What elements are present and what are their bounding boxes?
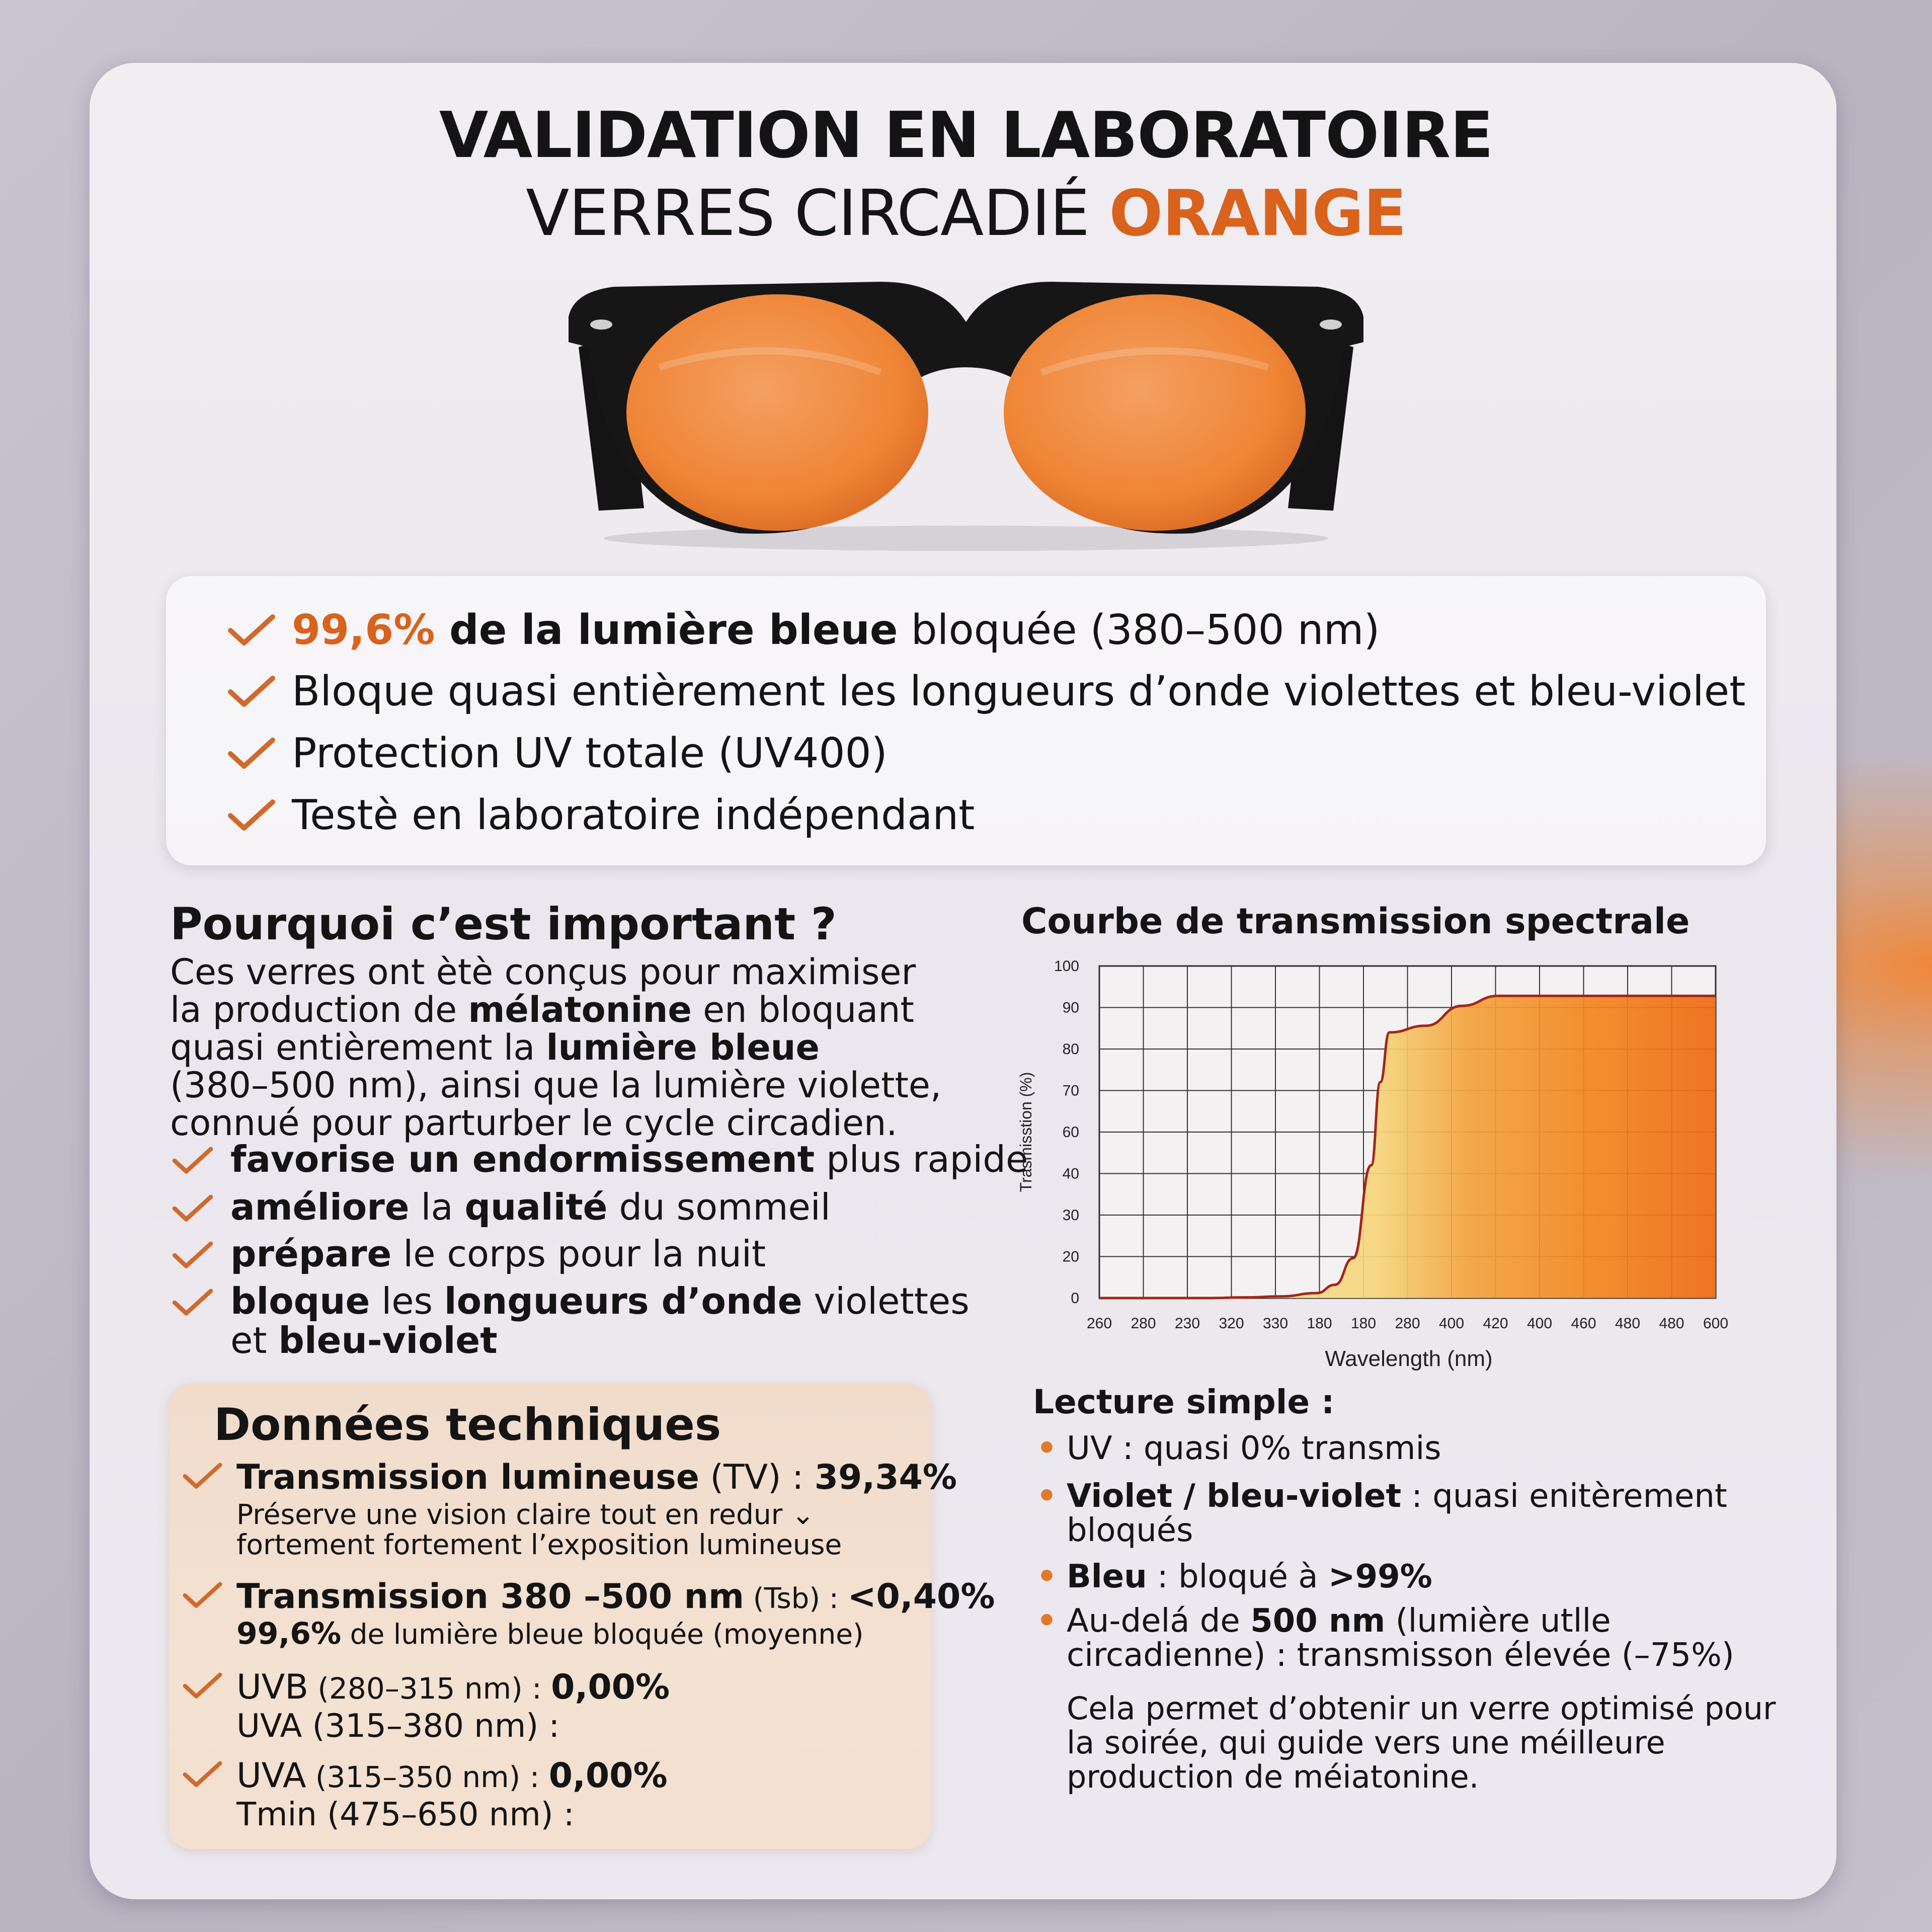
x-tick-labels — [1087, 1315, 1728, 1332]
list-item — [170, 1186, 831, 1232]
why-text: la production de — [170, 989, 468, 1030]
y-tick-label: 40 — [1062, 1165, 1079, 1182]
list-bold: bloque — [230, 1280, 370, 1322]
reading-bold: >99% — [1328, 1558, 1432, 1595]
benefit-text: Protection UV totale (UV400) — [292, 730, 888, 777]
bullet-dot-icon: • — [1036, 1478, 1057, 1515]
check-icon — [181, 1462, 224, 1491]
why-line — [170, 1029, 985, 1067]
x-tick-label: 400 — [1526, 1315, 1553, 1332]
tech-unit: (Tsb) : — [744, 1582, 848, 1615]
check-icon — [181, 1581, 224, 1610]
list-bold: améliore — [230, 1186, 410, 1228]
list-rest: du sommeil — [607, 1186, 831, 1228]
check-icon — [181, 1760, 224, 1789]
list-rest: plus rapide — [815, 1138, 1028, 1180]
x-tick-label: 180 — [1307, 1315, 1332, 1332]
list-rest: violettes — [802, 1280, 970, 1322]
bullet-dot-icon: • — [1036, 1430, 1057, 1467]
tech-sub: Tmin (475–650 nm) : — [236, 1796, 575, 1833]
y-tick-label: 20 — [1062, 1248, 1079, 1265]
check-icon — [170, 1146, 215, 1176]
list-item — [170, 1138, 1028, 1184]
tech-sub-text: de lumière bleue bloquée (moyenne) — [341, 1618, 864, 1650]
reading-bold: Bleu — [1067, 1558, 1147, 1595]
bullet-dot-icon: • — [1036, 1558, 1057, 1595]
why-bold: lumière bleue — [546, 1027, 820, 1068]
x-tick-label: 420 — [1483, 1315, 1508, 1332]
tech-value: <0,40% — [847, 1577, 995, 1617]
list-rest: et — [230, 1319, 279, 1361]
list-text — [230, 1319, 498, 1361]
x-tick-label: 480 — [1615, 1315, 1641, 1332]
check-icon — [226, 798, 277, 833]
list-bold: favorise un endormissement — [230, 1138, 815, 1180]
footer-line: production de méiatonine. — [1067, 1758, 1479, 1795]
benefit-item — [226, 791, 975, 839]
list-text — [230, 1186, 831, 1228]
reading-footer — [1067, 1692, 1796, 1794]
tech-main — [236, 1756, 668, 1796]
tech-value: 39,34% — [814, 1458, 957, 1497]
x-tick-label: 600 — [1703, 1315, 1729, 1332]
y-tick-labels — [1054, 958, 1079, 1307]
y-axis-label: Trasmisstion (%) — [1017, 1072, 1035, 1192]
reading-text — [1067, 1604, 1781, 1672]
tech-sub: fortement fortement l’exposition lumineuse — [236, 1528, 842, 1561]
list-rest: le corps pour la nuit — [391, 1233, 766, 1275]
list-text — [230, 1280, 970, 1322]
why-line — [170, 991, 985, 1029]
tech-sub-bold: 99,6% — [236, 1616, 342, 1651]
check-icon — [170, 1193, 215, 1224]
why-text: quasi entièrement la — [170, 1027, 546, 1068]
reading-rest: bloqués — [1067, 1512, 1193, 1549]
list-text — [230, 1233, 766, 1275]
reading-text — [1067, 1479, 1781, 1548]
benefits-box — [166, 576, 1766, 865]
tech-unit: (280–315 nm) : — [308, 1671, 551, 1706]
tech-main — [236, 1667, 670, 1707]
list-bold: longueurs d’onde — [444, 1280, 802, 1322]
check-icon — [170, 1287, 215, 1318]
footer-line: la soirée, qui guide vers une méilleure — [1067, 1724, 1665, 1761]
transmission-chart — [1006, 946, 1751, 1379]
x-tick-label: 330 — [1262, 1315, 1289, 1332]
chart-title: Courbe de transmission spectrale — [1021, 901, 1690, 942]
list-item — [170, 1280, 970, 1361]
list-rest: les — [370, 1280, 444, 1322]
glasses-image — [558, 272, 1374, 553]
why-bold: mélatonine — [468, 989, 692, 1030]
x-tick-label: 280 — [1395, 1315, 1420, 1332]
list-bold: bleu-violet — [278, 1319, 498, 1361]
tech-label: UVA — [236, 1756, 306, 1796]
check-icon — [181, 1671, 224, 1701]
reading-rest: circadienne) : transmisson élevée (–75%) — [1067, 1637, 1734, 1674]
tech-sub: Préserve une vision claire tout en redur ⌄ — [236, 1498, 815, 1531]
y-tick-label: 80 — [1062, 1041, 1079, 1058]
reading-bold: Violet / bleu-violet — [1067, 1478, 1402, 1515]
x-tick-label: 280 — [1131, 1315, 1156, 1332]
subtitle-accent: ORANGE — [1109, 176, 1406, 250]
benefit-item — [226, 730, 888, 777]
reading-rest: : bloqué à — [1147, 1558, 1328, 1595]
subtitle-prefix: VERRES CIRCADIÉ — [526, 176, 1109, 250]
y-tick-label: 90 — [1062, 999, 1079, 1016]
page-subtitle — [0, 176, 1932, 250]
reading-rest: : quasi enitèrement — [1401, 1478, 1727, 1515]
benefit-rest: bloquée (380–500 nm) — [898, 606, 1380, 654]
list-bold: qualité — [464, 1186, 608, 1228]
x-tick-label: 480 — [1659, 1315, 1684, 1332]
tech-label: UVB — [236, 1667, 308, 1707]
benefit-item — [226, 668, 1745, 715]
why-title: Pourquoi c’est important ? — [170, 898, 837, 950]
y-tick-label: 70 — [1062, 1082, 1079, 1099]
check-icon — [226, 736, 277, 771]
list-bold: prépare — [230, 1233, 392, 1275]
reading-bold: 500 nm — [1250, 1602, 1386, 1640]
tech-label: Transmission 380 –500 nm — [236, 1577, 744, 1617]
benefit-bold: de la lumière bleue — [435, 606, 898, 654]
tech-title: Données techniques — [214, 1399, 721, 1451]
check-icon — [226, 674, 277, 709]
reading-text: UV : quasi 0% transmis — [1067, 1430, 1441, 1467]
reading-title: Lecture simple : — [1033, 1383, 1335, 1421]
tech-unit: (315–350 nm) : — [306, 1760, 549, 1794]
tech-box — [169, 1384, 995, 1849]
benefit-pct: 99,6% — [292, 606, 435, 654]
why-line: (380–500 nm), ainsi que la lumière violette, — [170, 1065, 942, 1106]
x-tick-label: 460 — [1571, 1315, 1596, 1332]
check-icon — [170, 1240, 215, 1270]
x-tick-label: 400 — [1438, 1315, 1465, 1332]
reading-rest: (lumière utlle — [1385, 1602, 1611, 1640]
y-tick-label: 0 — [1071, 1290, 1079, 1307]
tech-value: 0,00% — [548, 1756, 668, 1796]
y-tick-label: 30 — [1062, 1207, 1079, 1224]
page-title: VALIDATION EN LABORATOIRE — [439, 98, 1493, 172]
x-tick-label: 230 — [1174, 1315, 1200, 1332]
why-paragraph — [170, 953, 985, 1142]
tech-label: Transmission lumineuse — [236, 1458, 699, 1497]
tech-unit: (TV) : — [699, 1458, 815, 1497]
bullet-dot-icon: • — [1036, 1602, 1057, 1640]
x-tick-label: 320 — [1219, 1315, 1244, 1332]
benefit-text: Bloque quasi entièrement les longueurs d’onde violettes et bleu-violet — [292, 668, 1746, 715]
why-line: Ces verres ont ètè conçus pour maximiser — [170, 951, 916, 993]
tech-sub — [236, 1616, 864, 1651]
benefit-text — [292, 606, 1380, 654]
benefit-text: Testè en laboratoire indépendant — [292, 791, 975, 839]
check-icon — [226, 613, 277, 648]
y-tick-label: 100 — [1054, 958, 1079, 975]
x-tick-label: 180 — [1350, 1315, 1377, 1332]
y-tick-label: 60 — [1062, 1124, 1079, 1141]
footer-line: Cela permet d’obtenir un verre optimisé pour — [1067, 1690, 1776, 1727]
why-line: connué pour parturber le cycle circadien. — [170, 1102, 898, 1144]
tech-main — [236, 1458, 957, 1497]
reading-text — [1067, 1560, 1781, 1594]
list-item — [170, 1233, 766, 1279]
benefit-item — [226, 606, 1380, 654]
x-tick-label: 260 — [1086, 1315, 1112, 1332]
why-text: en bloquant — [691, 989, 914, 1030]
list-rest: la — [409, 1186, 465, 1228]
tech-sub: UVA (315–380 nm) : — [236, 1708, 560, 1745]
x-axis-label: Wavelength (nm) — [1325, 1346, 1493, 1371]
list-text — [230, 1138, 1028, 1180]
tech-main — [236, 1577, 995, 1617]
tech-value: 0,00% — [551, 1667, 670, 1707]
reading-rest: Au-delá de — [1067, 1602, 1251, 1640]
